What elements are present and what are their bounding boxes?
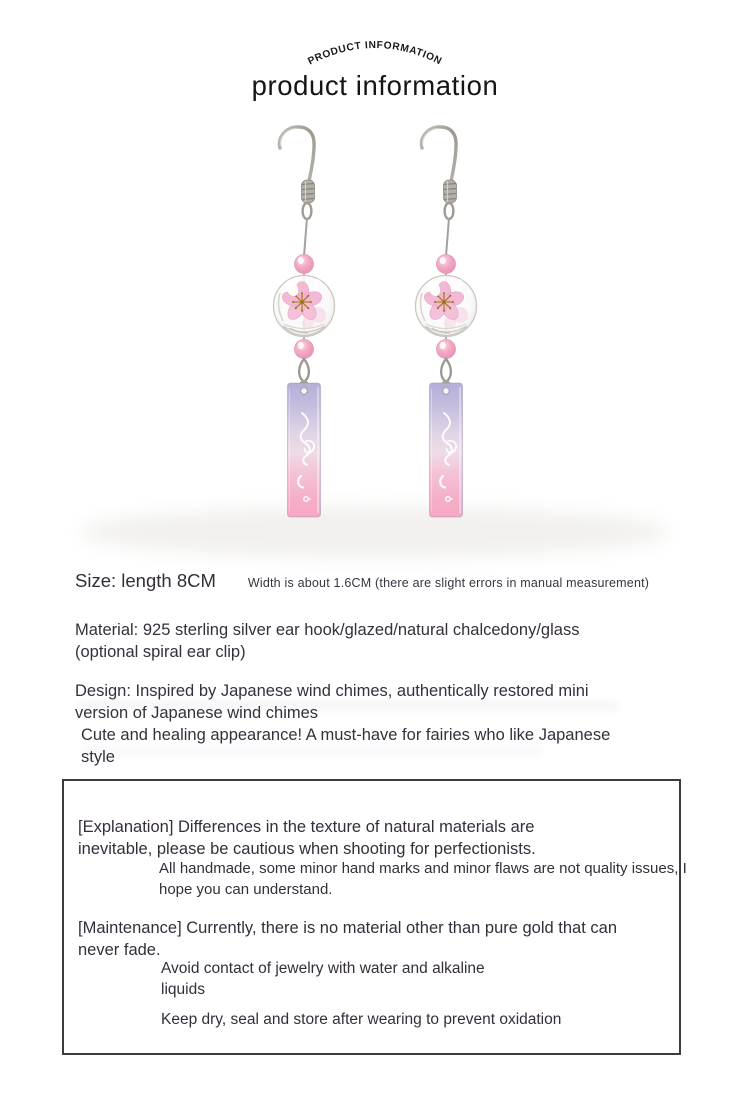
earring-left — [274, 127, 335, 517]
size-note: Width is about 1.6CM (there are slight errors in manual measurement) — [247, 576, 650, 590]
appeal-text: Cute and healing appearance! A must-have for fairies who like Japanese style — [81, 726, 611, 766]
maintenance-text: [Maintenance] Currently, there is no material other than pure gold that can never fade. — [78, 919, 617, 959]
explanation-subtext: All handmade, some minor hand marks and minor flaws are not quality issues, I hope you can understand. — [159, 860, 687, 898]
photo-shadow-band — [80, 507, 670, 557]
maintenance-subtext-2: Keep dry, seal and store after wearing to prevent oxidation — [161, 1011, 562, 1028]
arc-header-label: PRODUCT INFORMATION — [306, 39, 444, 68]
explanation-text: [Explanation] Differences in the texture of natural materials are inevitable, please be cautious when shooting for perfectionists. — [78, 818, 536, 858]
arc-header — [290, 24, 460, 72]
product-photo — [0, 125, 750, 572]
notice-box — [62, 779, 687, 1055]
material-text: Material: 925 sterling silver ear hook/glazed/natural chalcedony/glass (optional spiral ear clip) — [75, 621, 580, 661]
size-row — [75, 570, 649, 592]
maintenance-subtext-1: Avoid contact of jewelry with water and alkaline liquids — [161, 960, 485, 998]
size-label: Size: length 8CM — [75, 570, 216, 591]
design-text: Design: Inspired by Japanese wind chimes, authentically restored mini version of Japanese wind chimes — [75, 682, 589, 722]
page-title: product information — [251, 70, 499, 101]
earring-right — [416, 127, 477, 517]
svg-text:PRODUCT INFORMATION — [306, 40, 443, 68]
